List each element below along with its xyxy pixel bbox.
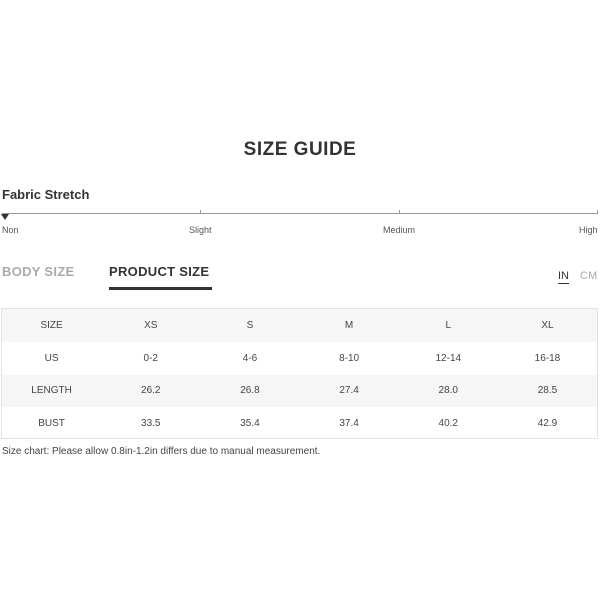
table-cell: 26.2 <box>141 385 161 397</box>
fabric-stretch-track <box>2 213 598 214</box>
table-cell: 8-10 <box>339 352 360 364</box>
tab-product-size[interactable]: PRODUCT SIZE <box>109 264 210 279</box>
table-cell: 42.9 <box>537 418 558 430</box>
table-row-header <box>2 309 597 342</box>
stretch-tick <box>597 210 598 214</box>
table-cell: 0-2 <box>143 352 158 364</box>
fabric-stretch-title: Fabric Stretch <box>2 187 90 202</box>
unit-toggle-in[interactable]: IN <box>558 270 569 282</box>
table-cell: US <box>44 352 59 364</box>
size-chart-note: Size chart: Please allow 0.8in-1.2in differs due to manual measurement. <box>2 446 321 457</box>
table-cell: 33.5 <box>141 418 161 430</box>
unit-toggle-cm[interactable]: CM <box>580 270 598 282</box>
stretch-marker-icon <box>1 214 9 220</box>
table-cell: SIZE <box>40 319 63 331</box>
table-cell: 16-18 <box>534 352 561 364</box>
table-cell: 27.4 <box>339 385 359 397</box>
table-cell: M <box>344 319 354 331</box>
table-cell: XL <box>541 319 554 331</box>
table-cell: LENGTH <box>31 385 72 397</box>
stretch-label-non: Non <box>2 225 19 235</box>
stretch-label-high: High <box>579 225 598 235</box>
stretch-tick <box>399 210 400 214</box>
active-tab-underline <box>109 287 212 290</box>
stretch-label-slight: Slight <box>189 225 212 235</box>
table-cell: 26.8 <box>240 385 260 397</box>
page-title: SIZE GUIDE <box>243 139 357 160</box>
table-cell: L <box>445 319 452 331</box>
table-cell: BUST <box>38 418 65 430</box>
table-cell: 28.5 <box>537 385 558 397</box>
table-cell: XS <box>144 319 158 331</box>
table-cell: 40.2 <box>438 418 458 430</box>
stretch-tick <box>200 210 201 214</box>
table-cell: S <box>246 319 254 331</box>
table-row <box>2 342 597 375</box>
table-cell: 35.4 <box>240 418 260 430</box>
tab-body-size[interactable]: BODY SIZE <box>2 264 75 279</box>
table-cell: 28.0 <box>438 385 458 397</box>
table-cell: 4-6 <box>242 352 258 364</box>
stretch-label-medium: Medium <box>383 225 416 235</box>
table-cell: 12-14 <box>435 352 462 364</box>
size-table <box>1 308 598 439</box>
table-row <box>2 375 597 408</box>
table-cell: 37.4 <box>339 418 359 430</box>
table-row <box>2 407 597 440</box>
